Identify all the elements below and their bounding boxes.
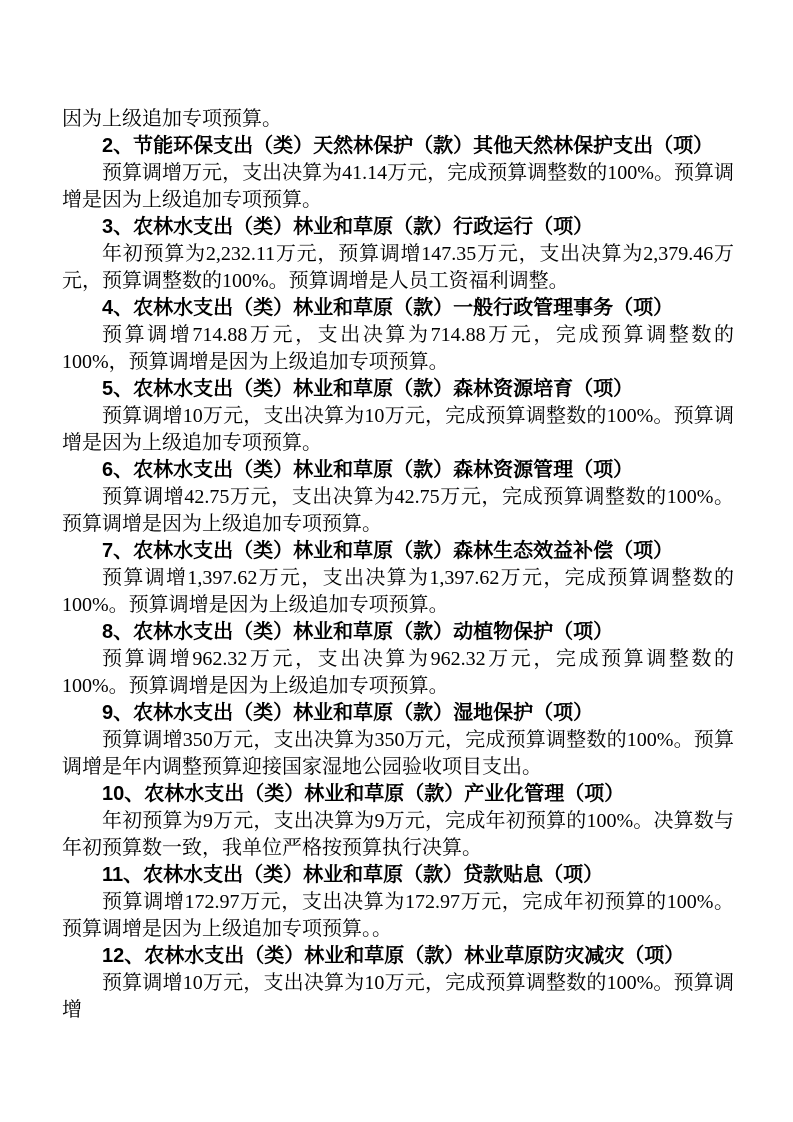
budget-item-3 xyxy=(62,214,734,295)
item-10-heading: 10、农林水支出（类）林业和草原（款）产业化管理（项） xyxy=(102,783,625,805)
budget-item-12 xyxy=(62,943,734,1024)
item-8-heading: 8、农林水支出（类）林业和草原（款）动植物保护（项） xyxy=(102,621,614,643)
continuation-paragraph: 因为上级追加专项预算。 xyxy=(62,108,282,130)
item-8-body: 预算调增962.32万元，支出决算为962.32万元，完成预算调整数的100%。预算调增是因为上级追加专项预算。 xyxy=(62,648,734,697)
item-12-heading: 12、农林水支出（类）林业和草原（款）林业草原防灾减灾（项） xyxy=(102,945,685,967)
item-11-heading: 11、农林水支出（类）林业和草原（款）贷款贴息（项） xyxy=(102,864,604,886)
item-3-body: 年初预算为2,232.11万元，预算调增147.35万元，支出决算为2,379.46万元，预算调整数的100%。预算调增是人员工资福利调整。 xyxy=(62,243,734,292)
item-9-body: 预算调增350万元，支出决算为350万元，完成预算调整数的100%。预算调增是年内调整预算迎接国家湿地公园验收项目支出。 xyxy=(62,729,734,778)
item-2-body: 预算调增万元，支出决算为41.14万元，完成预算调整数的100%。预算调增是因为上级追加专项预算。 xyxy=(62,162,734,211)
budget-item-6 xyxy=(62,457,734,538)
budget-item-10 xyxy=(62,781,734,862)
budget-item-5 xyxy=(62,376,734,457)
item-5-heading: 5、农林水支出（类）林业和草原（款）森林资源培育（项） xyxy=(102,378,634,400)
item-10-body: 年初预算为9万元，支出决算为9万元，完成年初预算的100%。决算数与年初预算数一致，我单位严格按预算执行决算。 xyxy=(62,810,734,859)
item-7-body: 预算调增1,397.62万元，支出决算为1,397.62万元，完成预算调整数的100%。预算调增是因为上级追加专项预算。 xyxy=(62,567,734,616)
item-5-body: 预算调增10万元，支出决算为10万元，完成预算调整数的100%。预算调增是因为上级追加专项预算。 xyxy=(62,405,734,454)
item-11-body: 预算调增172.97万元，支出决算为172.97万元，完成年初预算的100%。预算调增是因为上级追加专项预算。。 xyxy=(62,891,734,940)
document-content xyxy=(62,106,734,1024)
item-6-heading: 6、农林水支出（类）林业和草原（款）森林资源管理（项） xyxy=(102,459,634,481)
item-12-body: 预算调增10万元，支出决算为10万元，完成预算调整数的100%。预算调增 xyxy=(62,972,734,1021)
budget-item-2 xyxy=(62,133,734,214)
item-9-heading: 9、农林水支出（类）林业和草原（款）湿地保护（项） xyxy=(102,702,594,724)
item-3-heading: 3、农林水支出（类）林业和草原（款）行政运行（项） xyxy=(102,216,594,238)
item-7-heading: 7、农林水支出（类）林业和草原（款）森林生态效益补偿（项） xyxy=(102,540,674,562)
item-6-body: 预算调增42.75万元，支出决算为42.75万元，完成预算调整数的100%。预算调增是因为上级追加专项预算。 xyxy=(62,486,734,535)
item-4-body: 预算调增714.88万元，支出决算为714.88万元，完成预算调整数的100%，预算调增是因为上级追加专项预算。 xyxy=(62,324,734,373)
budget-item-4 xyxy=(62,295,734,376)
item-2-heading: 2、节能环保支出（类）天然林保护（款）其他天然林保护支出（项） xyxy=(102,135,714,157)
budget-item-8 xyxy=(62,619,734,700)
budget-item-11 xyxy=(62,862,734,943)
item-4-heading: 4、农林水支出（类）林业和草原（款）一般行政管理事务（项） xyxy=(102,297,674,319)
budget-item-7 xyxy=(62,538,734,619)
budget-item-9 xyxy=(62,700,734,781)
